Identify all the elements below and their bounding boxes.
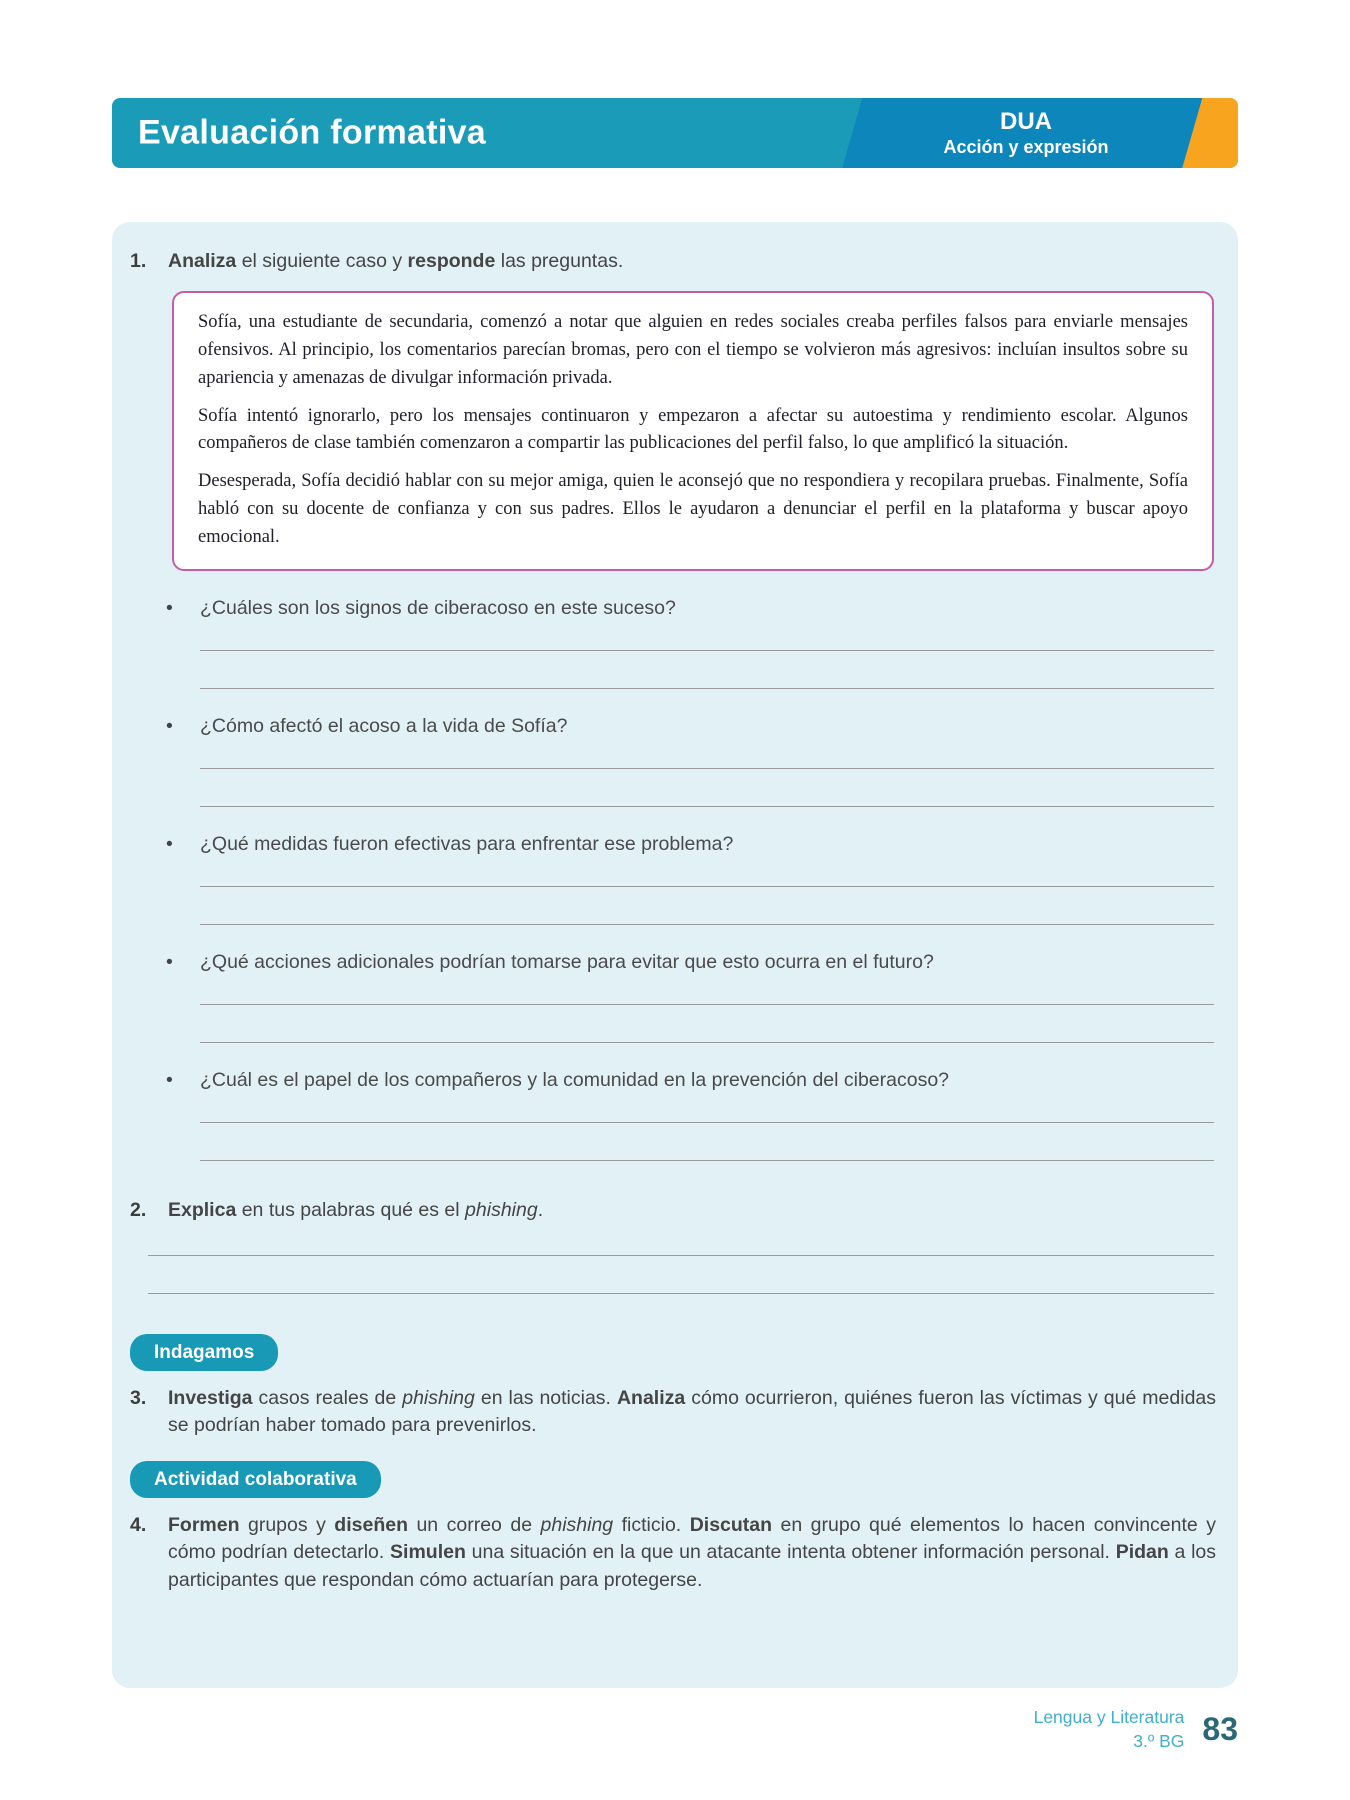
footer-subject-block [1034, 1706, 1185, 1753]
case-paragraph: Sofía intentó ignorarlo, pero los mensajes continuaron y empezaron a afectar su autoestima y rendimiento escolar. Algunos compañeros de clase también comenzaron a compartir las publicaciones del perfil falso, lo que amplificó la situación. [198, 405, 1188, 454]
instruction-text: Investiga casos reales de phishing en las noticias. Analiza cómo ocurrieron, quiénes fueron las víctimas y qué medidas se podrían haber tomado para prevenirlos. [168, 1386, 1217, 1436]
activity-number: 4. [130, 1514, 147, 1537]
question-text: ¿Qué acciones adicionales podrían tomarse para evitar que esto ocurra en el futuro? [200, 951, 934, 974]
answer-line [200, 650, 1214, 651]
activity-2-instruction [130, 1197, 1216, 1224]
answer-line [200, 806, 1214, 807]
answer-line [148, 1293, 1214, 1294]
question-text: ¿Cuáles son los signos de ciberacoso en este suceso? [200, 597, 676, 620]
case-study-box [172, 291, 1214, 571]
activity-number: 1. [130, 250, 147, 272]
page-number: 83 [1202, 1711, 1238, 1748]
case-paragraph: Desesperada, Sofía decidió hablar con su mejor amiga, quien le aconsejó que no respondiera y recopilara pruebas. Finalmente, Sofía habló con su docente de confianza y con sus padres. Ellos le ayudaron a denunciar el perfil en la plataforma y buscar apoyo emocional. [198, 471, 1188, 547]
answer-line [200, 688, 1214, 689]
instruction-text: Analiza el siguiente caso y responde las preguntas. [168, 250, 624, 272]
question-block [130, 833, 1216, 925]
answer-line [200, 768, 1214, 769]
page-footer [1034, 1706, 1238, 1753]
answer-line [148, 1255, 1214, 1256]
dua-sublabel: Acción y expresión [943, 136, 1109, 157]
answer-lines [200, 886, 1214, 925]
answer-lines [200, 768, 1214, 807]
actividad-colaborativa-badge: Actividad colaborativa [130, 1461, 381, 1498]
answer-line [200, 1122, 1214, 1123]
case-paragraph: Sofía, una estudiante de secundaria, comenzó a notar que alguien en redes sociales creaba perfiles falsos para enviarle mensajes ofensivos. Al principio, los comentarios parecían bromas, pero con el tiempo se volvieron más agresivos: incluían insultos sobre su apariencia y amenazas de divulgar información privada. [198, 312, 1188, 388]
activity-4-instruction [130, 1512, 1216, 1594]
answer-line [200, 1004, 1214, 1005]
dua-label: DUA [1000, 107, 1052, 135]
question-block [130, 715, 1216, 807]
activity-1-instruction [130, 248, 1216, 275]
activity-number: 2. [130, 1199, 147, 1222]
page-header-banner [112, 98, 1238, 168]
question-block [130, 597, 1216, 689]
question-block [130, 1069, 1216, 1161]
answer-lines [200, 1004, 1214, 1043]
bullet-icon: • [166, 951, 173, 974]
question-text: ¿Qué medidas fueron efectivas para enfrentar ese problema? [200, 833, 734, 856]
answer-line [200, 1160, 1214, 1161]
question-text: ¿Cuál es el papel de los compañeros y la comunidad en la prevención del ciberacoso? [200, 1069, 950, 1092]
answer-lines [200, 1122, 1214, 1161]
instruction-text: Explica en tus palabras qué es el phishing. [168, 1199, 544, 1222]
footer-grade: 3.º BG [1133, 1730, 1185, 1751]
page-title: Evaluación formativa [138, 113, 487, 152]
answer-lines [200, 650, 1214, 689]
answer-lines [148, 1255, 1214, 1294]
answer-line [200, 924, 1214, 925]
activities-panel [112, 222, 1238, 1688]
bullet-icon: • [166, 597, 173, 620]
indagamos-badge: Indagamos [130, 1334, 278, 1371]
answer-line [200, 886, 1214, 887]
bullet-icon: • [166, 1069, 173, 1092]
question-block [130, 951, 1216, 1043]
activity-3-instruction [130, 1385, 1216, 1440]
question-text: ¿Cómo afectó el acoso a la vida de Sofía? [200, 715, 568, 738]
dua-label-block [876, 98, 1176, 168]
footer-subject: Lengua y Literatura [1033, 1707, 1185, 1727]
bullet-icon: • [166, 833, 173, 856]
answer-line [200, 1042, 1214, 1043]
bullet-icon: • [166, 715, 173, 738]
activity-number: 3. [130, 1386, 147, 1409]
instruction-text: Formen grupos y diseñen un correo de phishing ficticio. Discutan en grupo qué elementos lo hacen convincente y cómo podrían detectarlo. Simulen una situación en la que un atacante intenta obtener información personal. Pidan a los participantes que respondan cómo actuarían para protegerse. [168, 1514, 1216, 1591]
